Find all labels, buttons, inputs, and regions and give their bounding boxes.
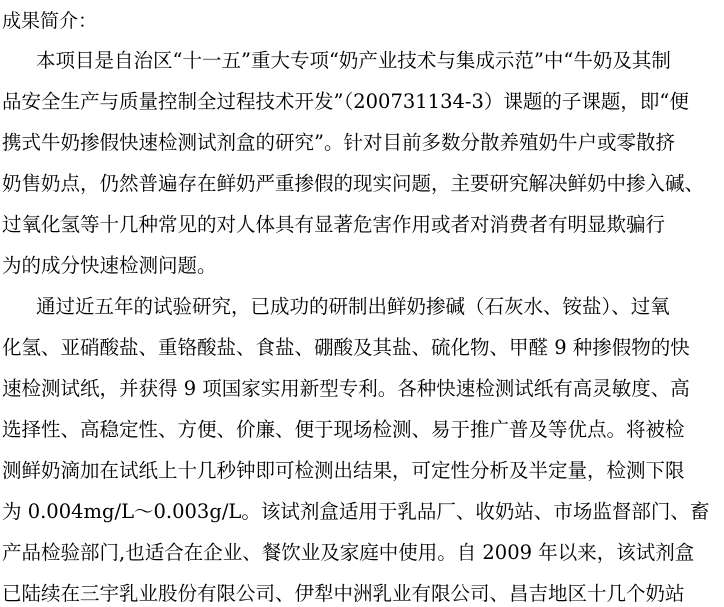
- paragraph-line: 携式牛奶掺假快速检测试剂盒的研究”。针对目前多数分散养殖奶牛户或零散挤: [2, 131, 675, 154]
- paragraph-line: 为 0.004mg/L～0.003g/L。该试剂盒适用于乳品厂、收奶站、市场监督部门、畜: [2, 500, 710, 523]
- paragraph-line: 为的成分快速检测问题。: [2, 254, 217, 277]
- paragraph-line: 化氢、亚硝酸盐、重铬酸盐、食盐、硼酸及其盐、硫化物、甲醛 9 种掺假物的快: [2, 336, 690, 359]
- paragraph-line: 通过近五年的试验研究，已成功的研制出鲜奶掺碱（石灰水、铵盐）、过氧: [36, 295, 670, 318]
- paragraph-line: 测鲜奶滴加在试纸上十几秒钟即可检测出结果，可定性分析及半定量，检测下限: [2, 459, 685, 482]
- paragraph-line: 已陆续在三宇乳业股份有限公司、伊犁中洲乳业有限公司、昌吉地区十几个奶站: [2, 582, 685, 605]
- paragraph-line: 过氧化氢等十几种常见的对人体具有显著危害作用或者对消费者有明显欺骗行: [2, 213, 666, 236]
- paragraph-line: 选择性、高稳定性、方便、价廉、便于现场检测、易于推广普及等优点。将被检: [2, 418, 685, 441]
- paragraph-line: 本项目是自治区“十一五”重大专项“奶产业技术与集成示范”中“牛奶及其制: [36, 49, 671, 72]
- paragraph-line: 速检测试纸，并获得 9 项国家实用新型专利。各种快速检测试纸有高灵敏度、高: [2, 377, 690, 400]
- section-heading: 成果简介：: [2, 10, 98, 32]
- paragraph-line: 产品检验部门,也适合在企业、餐饮业及家庭中使用。自 2009 年以来，该试剂盒: [2, 541, 695, 564]
- paragraph-line: 奶售奶点，仍然普遍存在鲜奶严重掺假的现实问题，主要研究解决鲜奶中掺入碱、: [2, 172, 705, 195]
- paragraph-line: 品安全生产与质量控制全过程技术开发”（200731134-3）课题的子课题，即“便: [2, 90, 689, 113]
